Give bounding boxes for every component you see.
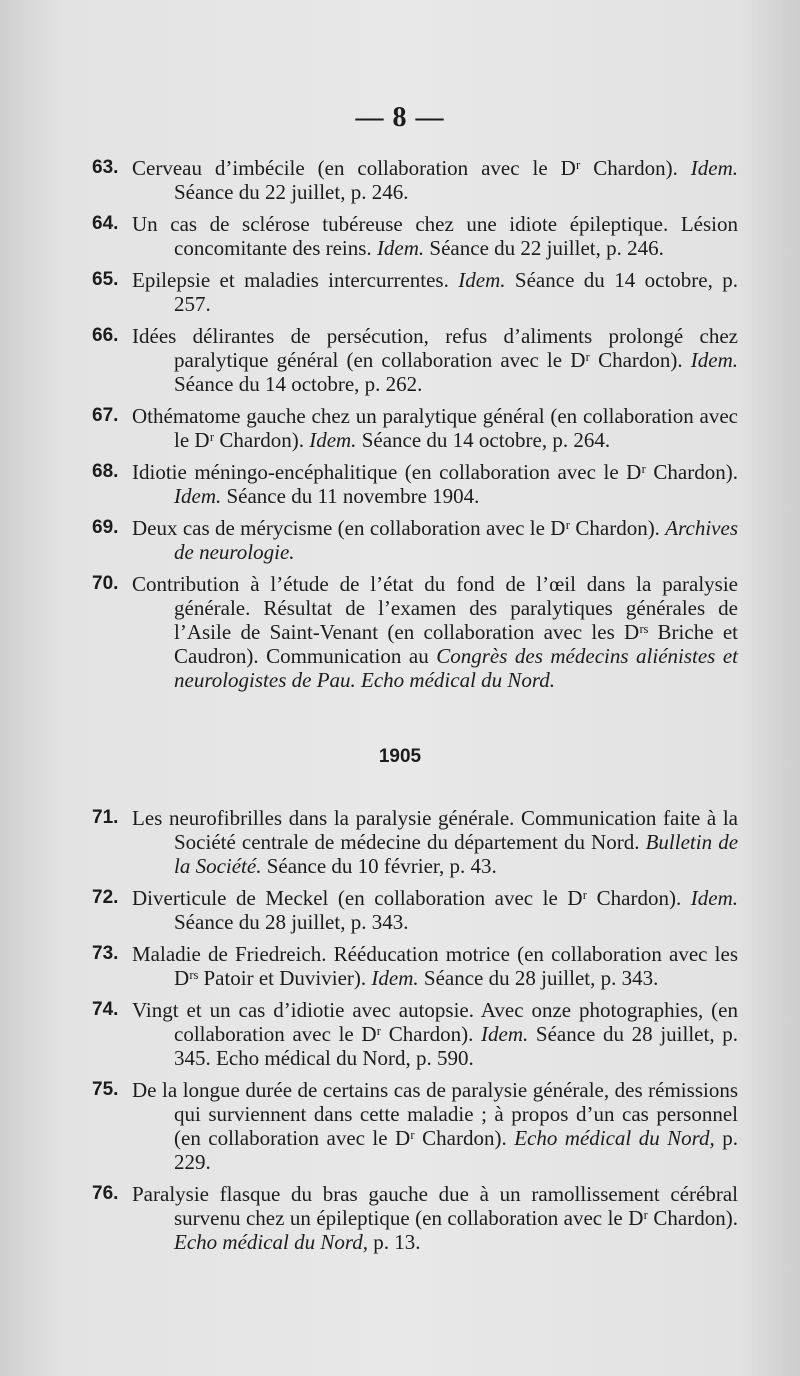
- entry-title: De la longue durée de certains cas de paralysie générale, des rémissions qui surviennent dans cette maladie ; à propos d’un cas personnel (en collaboration avec le Dʳ Chardon).: [132, 1078, 738, 1150]
- bibliography-entry: [92, 156, 738, 204]
- year-heading: 1905: [378, 746, 422, 767]
- entry-number: 74.: [92, 999, 119, 1020]
- entry-number: 76.: [92, 1183, 119, 1204]
- entry-text: [132, 1078, 738, 1174]
- bibliography-entry: [92, 268, 738, 316]
- entry-text: [132, 516, 738, 564]
- entry-source: Echo médical du Nord,: [514, 1126, 715, 1150]
- entry-number: 70.: [92, 573, 119, 594]
- entry-title: Epilepsie et maladies intercurrentes.: [132, 268, 459, 292]
- entry-text: [132, 886, 738, 934]
- entry-title: Vingt et un cas d’idiotie avec autopsie. Avec onze photographies, (en collaboration avec le Dʳ Chardon).: [132, 998, 738, 1046]
- bibliography-entry: [92, 324, 738, 396]
- entry-source: Bulletin de la Société.: [174, 830, 739, 878]
- entry-number: 72.: [92, 887, 119, 908]
- entry-reference: Séance du 28 juillet, p. 343.: [174, 910, 409, 934]
- entry-text: [132, 404, 738, 452]
- entry-title: Contribution à l’étude de l’état du fond de l’œil dans la paralysie générale. Résultat de l’examen des paralytiques générales de l’Asile de Saint-Venant (en collaboration avec les Dʳˢ Briche et Caudron). Communication au: [132, 572, 738, 668]
- entry-reference: p. 13.: [368, 1230, 421, 1254]
- entry-title: Un cas de sclérose tubéreuse chez une idiote épileptique. Lésion concomitante des reins.: [132, 212, 738, 260]
- entry-reference: Séance du 22 juillet, p. 246.: [424, 236, 664, 260]
- entry-reference: Séance du 11 novembre 1904.: [221, 484, 480, 508]
- entry-title: Idées délirantes de persécution, refus d’aliments prolongé chez paralytique général (en collaboration avec le Dʳ Chardon).: [132, 324, 738, 372]
- entry-source: Idem.: [690, 886, 738, 910]
- entry-source: Idem.: [690, 348, 738, 372]
- entry-title: Les neurofibrilles dans la paralysie générale. Communication faite à la Société centrale de médecine du département du Nord.: [132, 806, 738, 854]
- entry-source: Echo médical du Nord,: [174, 1230, 369, 1254]
- entry-title: Paralysie flasque du bras gauche due à un ramollissement cérébral survenu chez un épileptique (en collaboration avec le Dʳ Chardon).: [132, 1182, 738, 1230]
- entry-text: [132, 572, 738, 692]
- entry-reference: Séance du 14 octobre, p. 257.: [174, 268, 738, 316]
- entry-title: Idiotie méningo-encéphalitique (en collaboration avec le Dʳ Chardon).: [132, 460, 738, 484]
- entry-source: Idem.: [690, 156, 738, 180]
- entries-1904: [92, 156, 738, 700]
- entry-number: 75.: [92, 1079, 119, 1100]
- entry-reference: Séance du 22 juillet, p. 246.: [174, 180, 409, 204]
- entry-number: 66.: [92, 325, 119, 346]
- bibliography-entry: [92, 404, 738, 452]
- bibliography-entry: [92, 998, 738, 1070]
- entry-reference: Séance du 14 octobre, p. 264.: [356, 428, 611, 452]
- entry-text: [132, 324, 738, 396]
- entry-number: 68.: [92, 461, 119, 482]
- entry-title: Cerveau d’imbécile (en collaboration avec le Dʳ Chardon).: [132, 156, 691, 180]
- bibliography-entry: [92, 572, 738, 692]
- entry-title: Diverticule de Meckel (en collaboration avec le Dʳ Chardon).: [132, 886, 691, 910]
- entry-text: [132, 806, 739, 878]
- bibliography-entry: [92, 942, 738, 990]
- bibliography-entry: [92, 212, 738, 260]
- entry-source: Idem.: [458, 268, 506, 292]
- entry-text: [132, 212, 738, 260]
- entry-source: Idem.: [174, 484, 222, 508]
- entry-number: 71.: [92, 807, 119, 828]
- entry-number: 64.: [92, 213, 119, 234]
- bibliography-entry: [92, 1182, 738, 1254]
- entry-text: [132, 998, 738, 1070]
- entry-text: [132, 460, 738, 508]
- entry-number: 67.: [92, 405, 119, 426]
- entries-1905: [92, 806, 738, 1262]
- entry-text: [132, 942, 738, 990]
- bibliography-entry: [92, 1078, 738, 1174]
- entry-reference: Séance du 10 février, p. 43.: [261, 854, 497, 878]
- bibliography-entry: [92, 806, 738, 878]
- entry-number: 69.: [92, 517, 119, 538]
- entry-reference: Séance du 28 juillet, p. 345. Echo médical du Nord, p. 590.: [174, 1022, 738, 1070]
- entry-number: 65.: [92, 269, 119, 290]
- entry-text: [132, 268, 738, 316]
- entry-reference: Séance du 14 octobre, p. 262.: [174, 372, 423, 396]
- bibliography-entry: [92, 516, 738, 564]
- entry-title: Othématome gauche chez un paralytique général (en collaboration avec le Dʳ Chardon).: [132, 404, 738, 452]
- entry-reference: p. 229.: [174, 1126, 738, 1174]
- entry-source: Congrès des médecins aliénistes et neurologistes de Pau. Echo médical du Nord.: [174, 644, 738, 692]
- entry-number: 73.: [92, 943, 119, 964]
- entry-title: Maladie de Friedreich. Rééducation motrice (en collaboration avec les Dʳˢ Patoir et Duvivier).: [132, 942, 738, 990]
- entry-text: [132, 156, 738, 204]
- entry-title: Deux cas de mérycisme (en collaboration avec le Dʳ Chardon).: [132, 516, 666, 540]
- entry-source: Idem.: [309, 428, 357, 452]
- entry-number: 63.: [92, 157, 119, 178]
- entry-reference: Séance du 28 juillet, p. 343.: [418, 966, 659, 990]
- entry-source: Idem.: [376, 236, 425, 260]
- entry-source: Idem.: [371, 966, 419, 990]
- entry-text: [132, 1182, 738, 1254]
- bibliography-entry: [92, 886, 738, 934]
- entry-source: Archives de neurologie.: [174, 516, 738, 564]
- entry-source: Idem.: [481, 1022, 529, 1046]
- bibliography-entry: [92, 460, 738, 508]
- page-number: — 8 —: [355, 102, 445, 133]
